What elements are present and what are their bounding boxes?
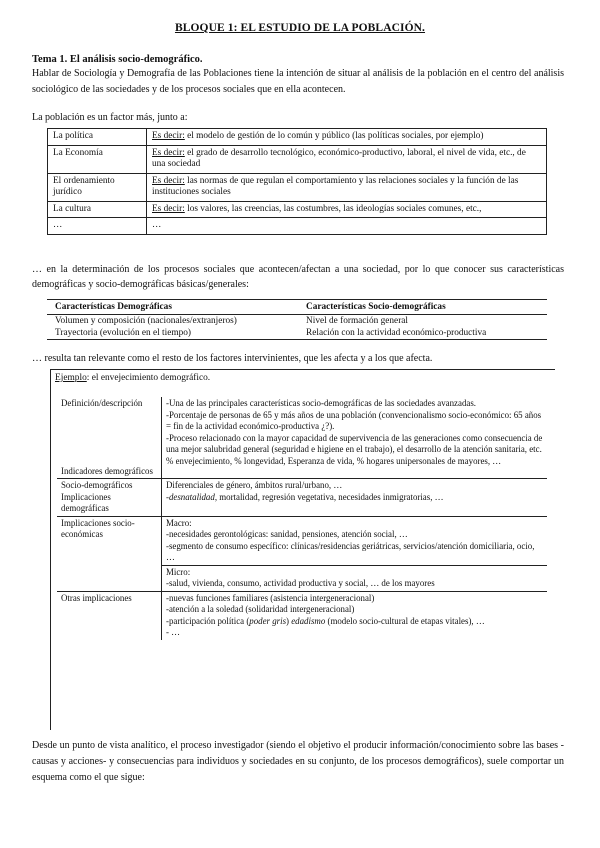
factor-description [147,218,547,235]
socio-cell [162,479,548,517]
table-row [47,327,547,340]
paragraph-relevance: … resulta tan relevante como el resto de los factores intervinientes, que les afecta y a los que afecta. [32,353,433,364]
definition-line: -Una de las principales características socio-demográficas de las sociedades avanzadas. [166,398,476,408]
intro-paragraph: Hablar de Sociología y Demografía de las Poblaciones tiene la intención de situar al análisis de la población en el centro del análisis sociológico de las sociedades y de los procesos sociales que en ella acontecen. [32,68,564,95]
factor-description [147,129,547,146]
factor-desc-text: el modelo de gestión de lo común y público (las políticas sociales, por ejemplo) [184,131,484,141]
table-row [57,479,547,517]
other-label: Otras implicaciones [57,591,162,640]
factor-description [147,173,547,201]
column-header: Características Socio-demográficas [298,300,547,315]
factor-name: La Economía [48,145,147,173]
table-cell: Relación con la actividad económico-productiva [298,327,547,340]
participation-italic: edadismo [291,615,326,626]
implications-text [166,492,543,504]
factors-table [47,128,547,235]
indicators-label: Indicadores demográficos [61,465,153,476]
table-row [48,201,547,218]
other-cell [162,591,548,640]
macro-line: -necesidades gerontológicas: sanidad, pensiones, atención social, … [166,529,408,539]
definition-label: Definición/descripción [61,398,143,408]
table-row [48,173,547,201]
factor-name: El ordenamiento jurídico [48,173,147,201]
factor-lead: Es decir: [152,203,185,214]
factor-description [147,201,547,218]
table-header-row [47,300,547,315]
factor-intro: La población es un factor más, junto a: [32,112,188,123]
factor-description [147,145,547,173]
table-cell: Nivel de formación general [306,316,408,326]
micro-block [162,566,547,591]
implications-rest: , mortalidad, regresión vegetativa, necesidades inmigratorias, … [214,491,444,502]
table-row [48,145,547,173]
table-cell: Trayectoria (evolución en el tiempo) [47,327,298,340]
example-heading [55,373,210,383]
factor-name: … [48,218,147,235]
participation-prefix: -participación política ( [166,615,250,626]
factor-desc-text: los valores, las creencias, las costumbres, las ideologías sociales comunes, etc., [184,203,482,214]
table-row [48,129,547,146]
table-row [57,591,547,640]
macro-label: Macro: [166,517,192,528]
factor-lead: Es decir: [152,147,185,158]
socioeco-label: Implicaciones socio-económicas [57,516,162,591]
aging-example-table [57,397,547,640]
table-row [57,397,547,479]
row-label [57,397,162,479]
participation-mid: ) [286,615,292,626]
implications-label: Implicaciones demográficas [61,491,111,513]
implications-italic: -desnatalidad [166,491,215,502]
indicators-text: % envejecimiento, % longevidad, Esperanza de vida, % hogares unipersonales de mayores, … [166,455,502,466]
table-row [48,218,547,235]
definition-line: -Porcentaje de personas de 65 y más años de una población (convencionalismo socio-económico: 65 años = fin de la actividad económico-productiva ¿?). [166,409,542,431]
other-line: -atención a la soledad (solidaridad intergeneracional) [166,604,355,614]
table-row [47,315,547,328]
micro-label: Micro: [166,566,191,577]
definition-line: -Proceso relacionado con la mayor capacidad de supervivencia de las generaciones como consecuencia de una mejor salubridad general (seguridad e higiene en el trabajo), el desarrollo de la atención sanitaria, etc. [166,432,543,454]
factor-desc-text: las normas de que regulan el comportamiento y las relaciones sociales y la función de las instituciones sociales [152,175,519,197]
factor-name: La política [48,129,147,146]
column-header: Características Demográficas [47,300,298,315]
participation-italic: poder gris [249,615,287,626]
socio-label: Socio-demográficos [61,480,133,490]
other-line: -nuevas funciones familiares (asistencia intergeneracional) [166,592,375,603]
socio-text: Diferenciales de género, ámbitos rural/urbano, … [166,480,343,490]
example-text: : el envejecimiento demográfico. [86,373,211,383]
factor-lead: Es decir: [152,175,185,186]
page-title: BLOQUE 1: EL ESTUDIO DE LA POBLACIÓN. [174,22,426,34]
factor-desc-text: … [152,220,162,230]
macro-line: -segmento de consumo específico: clínicas/residencias geriátricas, servicios/atención domiciliaria, ocio, … [166,540,535,562]
factor-lead: Es decir: [152,131,185,141]
other-end: - … [166,627,181,637]
closing-paragraph: Desde un punto de vista analítico, el proceso investigador (siendo el objetivo el producir información/conocimiento sobre las bases -causas y acciones- y consecuencias para individuos y sociedades en su conjunto, de los procesos demográficos), suele comportar un esquema como el que sigue: [32,740,564,783]
participation-line [166,616,543,628]
paragraph-determination: … en la determinación de los procesos sociales que acontecen/afectan a una sociedad, por lo que conocer sus características demográficas y socio-demográficas básicas/generales: [32,264,564,290]
participation-suffix: (modelo socio-cultural de etapas vitales), … [325,615,485,626]
row-label [57,479,162,517]
definition-cell [162,397,548,479]
factor-name: La cultura [48,201,147,218]
macro-block [162,517,547,566]
micro-line: -salud, vivienda, consumo, actividad productiva y social, … de los mayores [166,578,435,588]
table-cell: Volumen y composición (nacionales/extranjeros) [55,316,237,326]
section-heading: Tema 1. El análisis socio-demográfico. [32,54,203,65]
socioeco-cell [162,516,548,591]
characteristics-table [47,299,547,340]
example-label: Ejemplo [55,373,87,383]
factor-desc-text: el grado de desarrollo tecnológico, económico-productivo, laboral, el nivel de vida, etc., de una sociedad [152,147,526,169]
table-row [57,516,547,591]
